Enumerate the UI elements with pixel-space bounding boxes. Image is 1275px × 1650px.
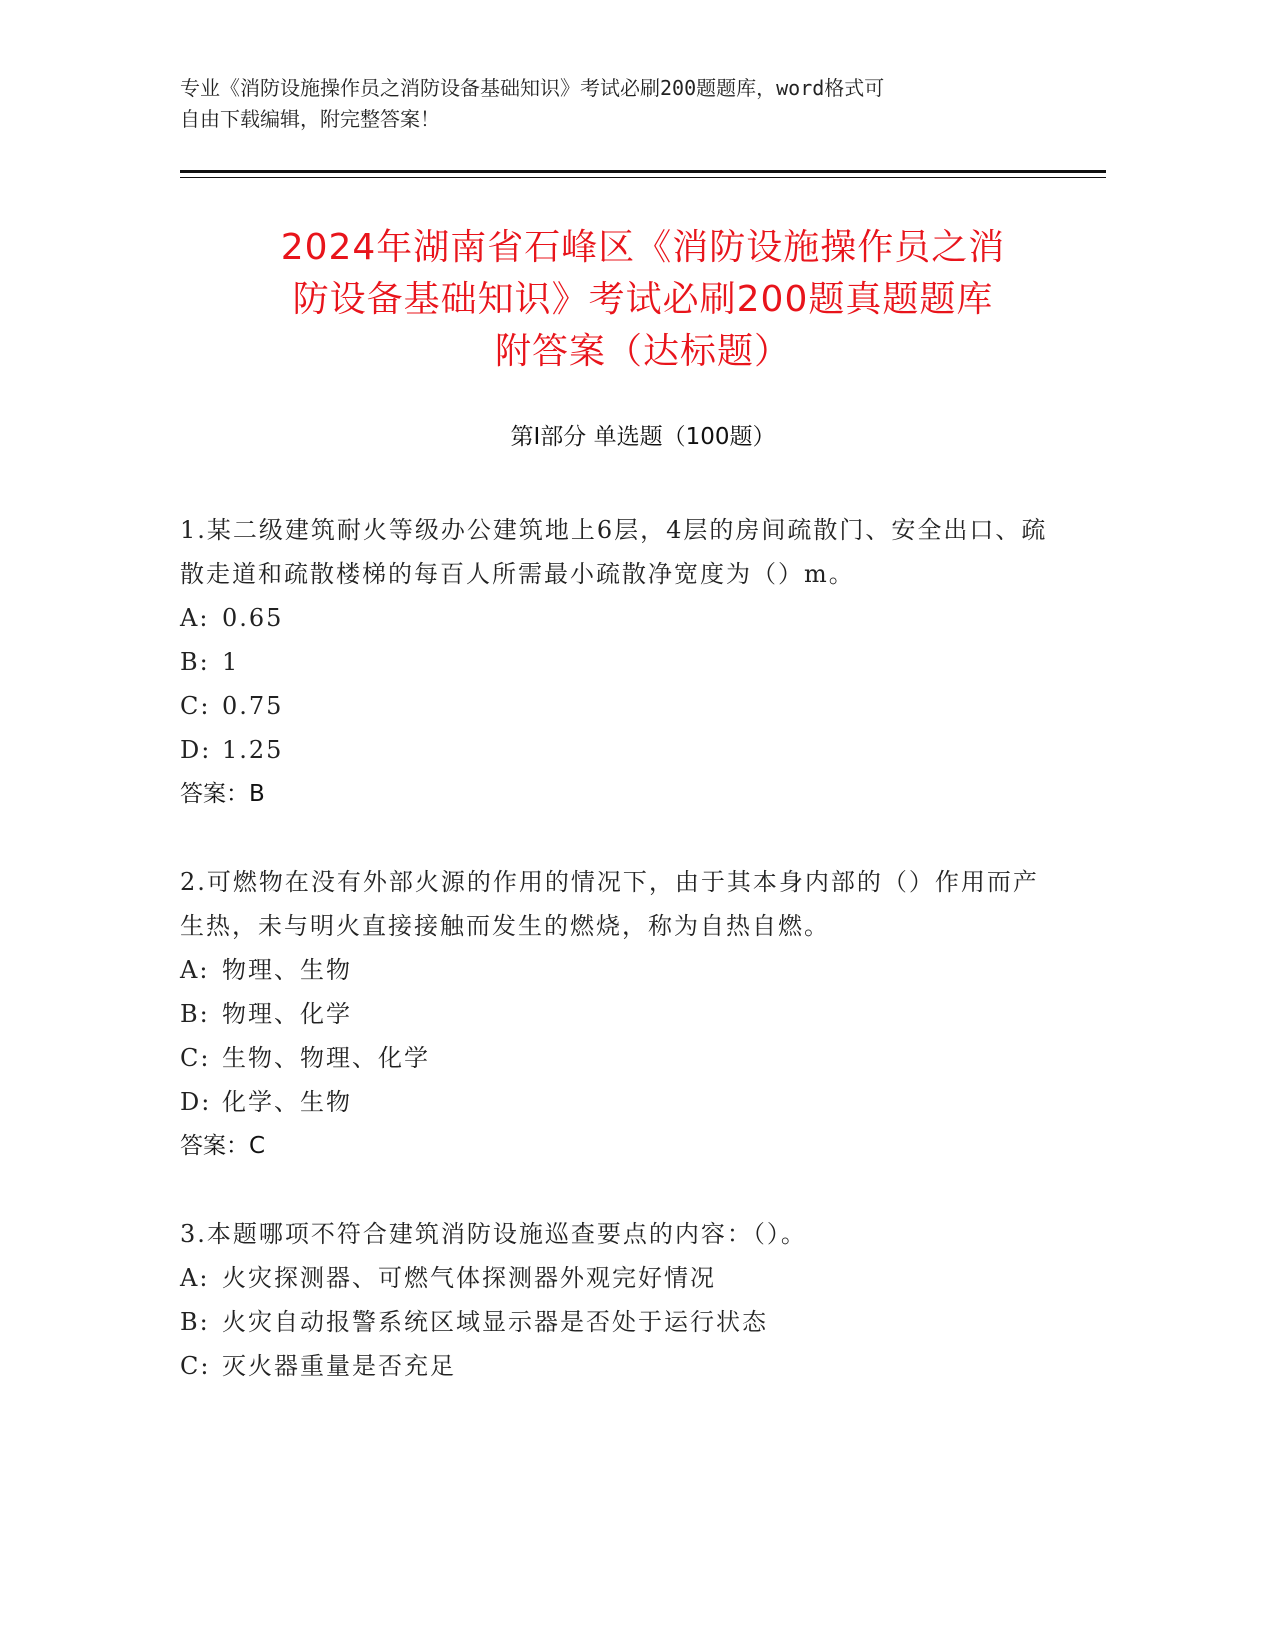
question-text: 1.某二级建筑耐火等级办公建筑地上6层，4层的房间疏散门、安全出口、疏散走道和疏散楼梯的每百人所需最小疏散净宽度为（）m。 (180, 516, 1048, 588)
option-d (180, 728, 1050, 772)
intro-line-2: 自由下载编辑，附完整答案！ (180, 107, 440, 131)
option-label: B: (180, 648, 210, 676)
header-divider-thin (180, 177, 1106, 178)
option-c (180, 1036, 1050, 1080)
question-text: 3.本题哪项不符合建筑消防设施巡查要点的内容：（）。 (180, 1220, 807, 1248)
option-label: C: (180, 1352, 211, 1380)
option-label: B: (180, 1308, 210, 1336)
question-3 (180, 1212, 1050, 1388)
option-text: 物理、化学 (222, 1000, 352, 1028)
option-d (180, 1080, 1050, 1124)
question-list (180, 508, 1050, 1432)
option-b (180, 992, 1050, 1036)
title-line-1: 2024年湖南省石峰区《消防设施操作员之消 (280, 227, 1006, 268)
option-c (180, 1344, 1050, 1388)
answer-line: 答案：C (180, 1133, 266, 1159)
option-label: A: (180, 1264, 210, 1292)
question-text: 2.可燃物在没有外部火源的作用的情况下，由于其本身内部的（）作用而产生热，未与明火直接接触而发生的燃烧，称为自热自燃。 (180, 868, 1039, 940)
option-text: 0.65 (222, 604, 284, 632)
option-label: D: (180, 736, 212, 764)
document-title (170, 222, 1116, 378)
option-label: A: (180, 604, 210, 632)
question-1 (180, 508, 1050, 816)
option-b (180, 1300, 1050, 1344)
header-divider-thick (180, 170, 1106, 173)
question-2 (180, 860, 1050, 1168)
option-text: 灭火器重量是否充足 (222, 1352, 456, 1380)
option-text: 火灾探测器、可燃气体探测器外观完好情况 (222, 1264, 716, 1292)
option-text: 火灾自动报警系统区域显示器是否处于运行状态 (222, 1308, 768, 1336)
option-label: C: (180, 1044, 211, 1072)
option-text: 物理、生物 (222, 956, 352, 984)
option-a (180, 1256, 1050, 1300)
option-c (180, 684, 1050, 728)
option-label: A: (180, 956, 210, 984)
option-label: C: (180, 692, 211, 720)
section-heading: 第Ⅰ部分 单选题（100题） (510, 424, 776, 450)
option-text: 0.75 (222, 692, 284, 720)
option-a (180, 596, 1050, 640)
option-text: 1.25 (222, 736, 284, 764)
intro-line-1: 专业《消防设施操作员之消防设备基础知识》考试必刷200题题库，word格式可 (180, 76, 885, 100)
title-line-3: 附答案（达标题） (494, 331, 791, 372)
intro-text (180, 73, 1030, 135)
answer-line: 答案：B (180, 781, 265, 807)
option-b (180, 640, 1050, 684)
title-line-2: 防设备基础知识》考试必刷200题真题题库 (292, 279, 994, 320)
option-label: D: (180, 1088, 212, 1116)
option-text: 化学、生物 (222, 1088, 352, 1116)
option-text: 1 (222, 648, 240, 676)
option-a (180, 948, 1050, 992)
option-text: 生物、物理、化学 (222, 1044, 430, 1072)
option-label: B: (180, 1000, 210, 1028)
